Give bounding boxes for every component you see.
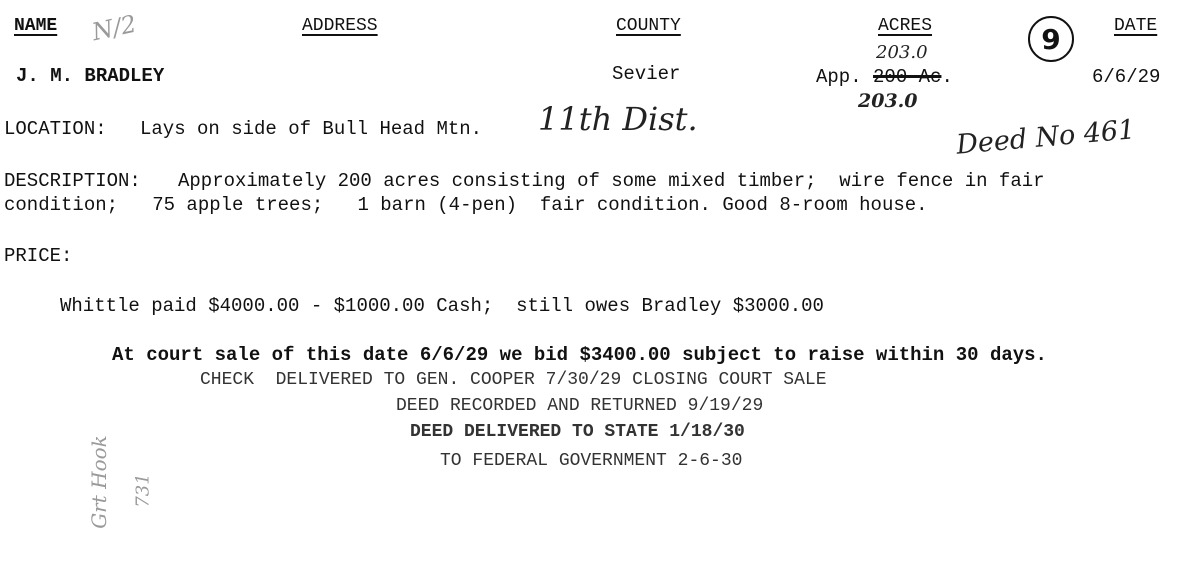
location-label: LOCATION: [4,118,107,140]
price-label: PRICE: [4,245,73,267]
acres-suffix: . [941,66,953,88]
record-name: J. M. BRADLEY [16,65,165,87]
location-handwritten-district: 11th Dist. [538,100,698,138]
name-header: NAME [14,16,58,36]
court-sale-note: At court sale of this date 6/6/29 we bid $3400.00 subject to raise within 30 days. [112,344,1047,366]
acres-header: ACRES [878,16,933,36]
acres-struck: 200 Ac [873,66,942,88]
acres-handwritten-bottom: 203.0 [858,90,918,112]
date-header: DATE [1114,16,1158,36]
record-date: 6/6/29 [1092,66,1161,88]
check-delivered-note: CHECK DELIVERED TO GEN. COOPER 7/30/29 CLOSING COURT SALE [200,370,827,390]
margin-pencil-note-1: Grt Hook [86,435,111,529]
description-label: DESCRIPTION: [4,170,141,192]
record-county: Sevier [612,63,681,85]
acres-handwritten-top: 203.0 [876,42,928,63]
county-header: COUNTY [616,16,681,36]
address-header: ADDRESS [302,16,378,36]
deed-delivered-note: DEED DELIVERED TO STATE 1/18/30 [410,422,745,442]
description-line-2: condition; 75 apple trees; 1 barn (4-pen) fair condition. Good 8-room house. [4,194,928,216]
record-acres [816,66,953,88]
sheet-number: 9 [1041,22,1061,56]
deed-number-note: Deed No 461 [954,114,1137,161]
location-text: Lays on side of Bull Head Mtn. [140,118,483,140]
federal-government-note: TO FEDERAL GOVERNMENT 2-6-30 [440,451,743,471]
price-payment-line: Whittle paid $4000.00 - $1000.00 Cash; still owes Bradley $3000.00 [60,295,824,317]
margin-pencil-note-2: 731 [132,473,154,508]
description-line-1: Approximately 200 acres consisting of some mixed timber; wire fence in fair [178,170,1045,192]
pencil-mark: N/2 [89,9,139,47]
acres-prefix: App. [816,66,862,88]
sheet-number-badge [1028,16,1074,62]
deed-recorded-note: DEED RECORDED AND RETURNED 9/19/29 [396,396,764,416]
